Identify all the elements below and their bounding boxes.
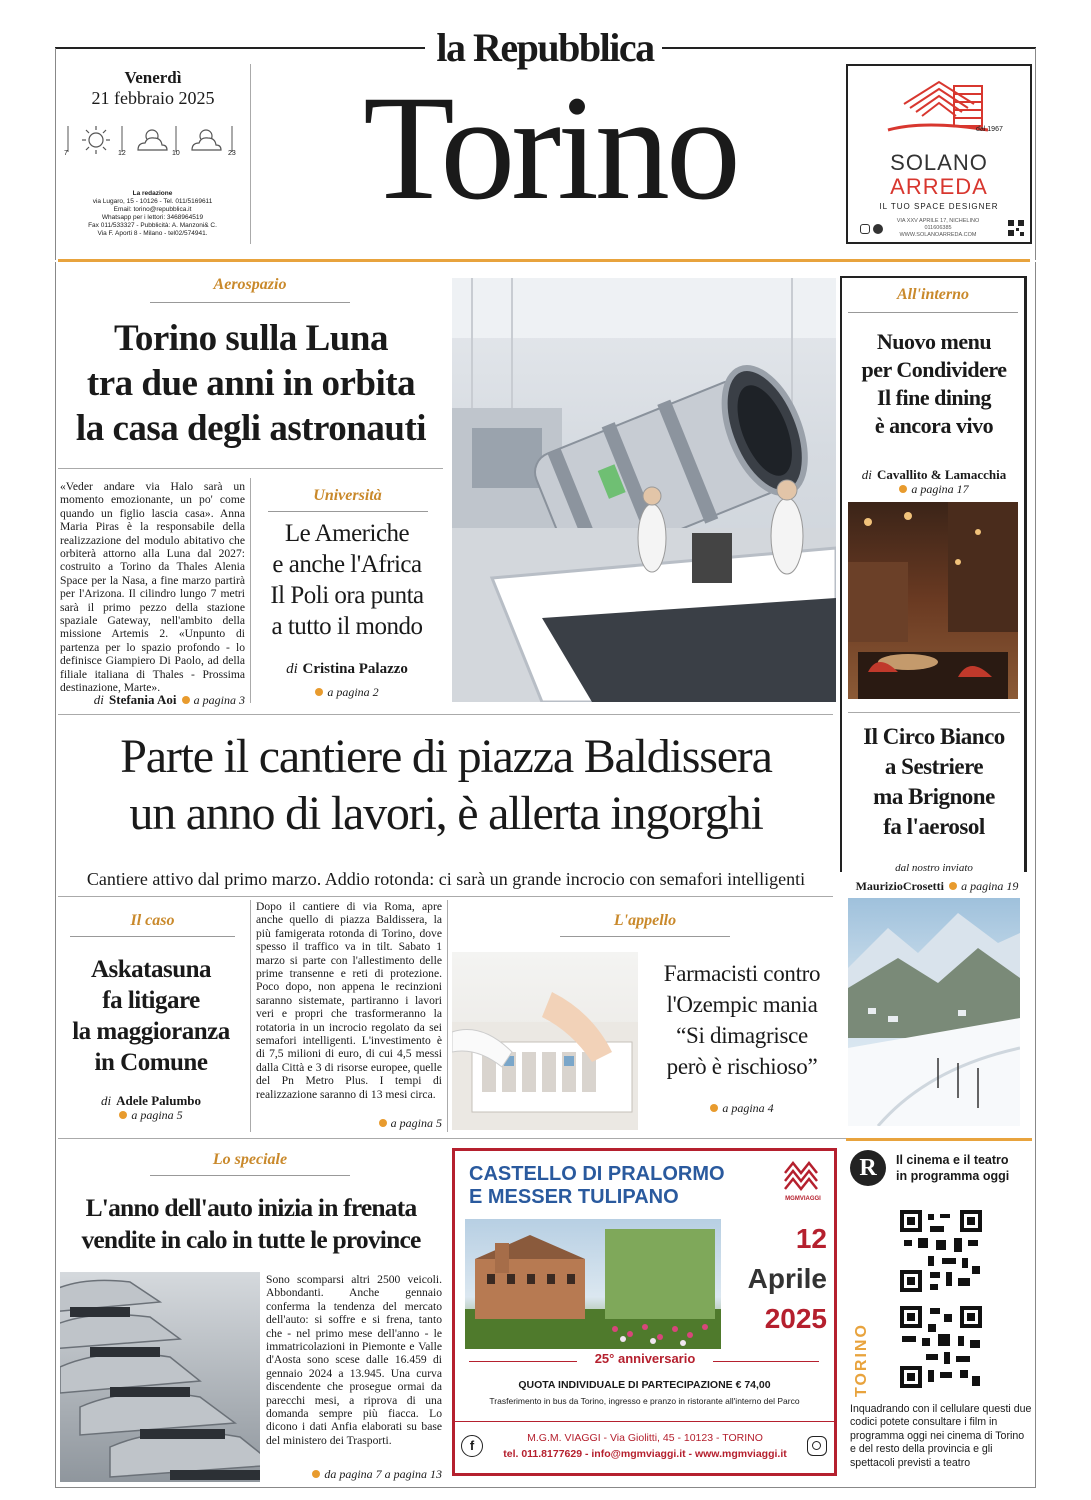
lead-body: «Veder andare via Halo sarà un momento emozionante, un po' come quando un figlio lascia casa». Anna Maria Piras è la responsabile della realizzazione del modulo abitativo che orbiterà attorno alla Luna dal 2027: costruito a Torino da Thales Alenia Space per la Nasa, a fine marzo partirà per l'Arizona. Il cilindro lungo 7 metri sarà il primo pezzo della stazione spaziale Gateway, nell'ambito della missione Artemis 2. «Unpunto di partenza per lo spazio profondo - lo definisce Giampiero Di Paolo, ad della filiale italiana di Thales - Prossima destinazione, Marte». bbox=[60, 480, 245, 695]
divider bbox=[58, 468, 443, 469]
ad-title-line: CASTELLO DI PRALORMO bbox=[469, 1163, 725, 1185]
byline-name: Cristina Palazzo bbox=[302, 661, 408, 677]
divider bbox=[250, 900, 251, 1132]
mgm-logo-icon bbox=[781, 1159, 825, 1199]
bullet-icon bbox=[949, 882, 957, 890]
byline-prefix: di bbox=[861, 467, 872, 482]
lead-kicker: Aerospazio bbox=[213, 276, 287, 293]
byline-prefix: di bbox=[100, 1093, 112, 1108]
lead-headline-line: Torino sulla Luna bbox=[114, 318, 388, 359]
frame-right bbox=[1035, 48, 1036, 260]
divider bbox=[447, 900, 448, 1132]
kicker-underline bbox=[560, 936, 730, 937]
headline-line: in Comune bbox=[94, 1049, 208, 1076]
ad-address: VIA XXV APRILE 17, NICHELINO bbox=[896, 218, 980, 224]
ad-rule bbox=[455, 1421, 834, 1422]
ad-tagline: IL TUO SPACE DESIGNER bbox=[879, 202, 999, 211]
headline-line: Nuovo menu bbox=[876, 329, 992, 354]
page-ref-link[interactable]: a pagina 5 bbox=[390, 1116, 442, 1130]
frame-right bbox=[1035, 262, 1036, 1487]
cinema-title-line: in programma oggi bbox=[896, 1169, 1010, 1183]
redazione-box bbox=[70, 190, 235, 238]
masthead-rule-left bbox=[55, 47, 425, 49]
instagram-icon[interactable] bbox=[807, 1436, 827, 1456]
kicker-underline bbox=[150, 302, 350, 303]
caso-kicker: Il caso bbox=[130, 912, 175, 929]
ad-anniversary: 25° anniversario bbox=[577, 1351, 713, 1366]
kicker-underline bbox=[268, 511, 428, 512]
page-ref-link[interactable]: da pagina 7 a pagina 13 bbox=[324, 1467, 442, 1481]
universita-headline[interactable] bbox=[252, 518, 442, 642]
ad-title-line: E MESSER TULIPANO bbox=[469, 1186, 679, 1208]
headline-line: L'anno dell'auto inizia in frenata bbox=[85, 1193, 417, 1222]
headline-line: a Sestriere bbox=[884, 754, 984, 779]
bullet-icon bbox=[315, 688, 323, 696]
ad-agency: M.G.M. VIAGGI - Via Giolitti, 45 - 10123 - TORINO bbox=[527, 1432, 763, 1444]
castle-photo bbox=[465, 1219, 721, 1349]
page-ref-link[interactable]: a pagina 2 bbox=[327, 685, 379, 699]
lead-photo-space-module bbox=[452, 278, 836, 702]
headline-line: Le Americhe bbox=[284, 520, 410, 547]
main-body: Dopo il cantiere di via Roma, apre anche quello di piazza Baldissera, la più famigerata rotonda di Torino, dove spesso il traffico va in tilt. Sabato 1 marzo si parte con l'allestimento delle prime transenne e reti di protezione. Poco dopo, non appena le recinzioni saranno sistemate, partiranno i lavori veri e propri che trasformeranno la rotatoria in un incrocio regolato da sei semafori intelligenti. L'investimento è di 7,5 milioni di euro, di cui 4,5 messi dalla Città e 3 di risorse europee, quelle del Pn Metro Plus. I tempi di realizzazione saranno di 13 mesi circa. bbox=[256, 900, 442, 1101]
sidebar-story1-pageref[interactable] bbox=[842, 478, 1026, 497]
date-full: 21 febbraio 2025 bbox=[91, 88, 215, 108]
appello-kicker: L'appello bbox=[613, 912, 677, 929]
temp-1: 7 bbox=[64, 150, 68, 157]
redazione-line: Whatsapp per i lettori: 3468964519 bbox=[101, 214, 204, 221]
sidebar-story1-headline[interactable] bbox=[842, 328, 1026, 440]
qr-code-cinema-icon[interactable] bbox=[900, 1210, 982, 1292]
ad-phone: 011606385 bbox=[924, 225, 952, 231]
qr-code-teatro-icon[interactable] bbox=[900, 1306, 982, 1388]
headline-line: fa l'aerosol bbox=[883, 814, 985, 839]
page-ref-link[interactable]: a pagina 19 bbox=[961, 879, 1019, 893]
cinema-title bbox=[896, 1152, 1032, 1184]
ad-transfer: Trasferimento in bus da Torino, ingresso e pranzo in ristorante all'interno del Parco bbox=[489, 1396, 800, 1406]
ad-title bbox=[469, 1163, 725, 1209]
universita-kicker: Università bbox=[313, 487, 382, 504]
frame-bottom bbox=[55, 1487, 1036, 1488]
divider bbox=[250, 64, 251, 244]
qr-code-icon bbox=[1008, 220, 1024, 236]
orange-rule bbox=[58, 259, 1030, 262]
redazione-title: La redazione bbox=[132, 190, 173, 197]
cinema-caption: Inquadrando con il cellulare questi due codici potete consultare i film in programma oggi nei cinema di Torino e del resto della provincia e gli spettacoli previsti a teatro bbox=[850, 1403, 1032, 1469]
bullet-icon bbox=[899, 485, 907, 493]
sidebar-story2-byline bbox=[842, 875, 1032, 894]
redazione-line: Fax 011/533327 - Pubblicità: A. Manzoni& C. bbox=[88, 222, 217, 229]
caso-headline[interactable] bbox=[56, 954, 246, 1078]
ad-web: WWW.SOLANOARREDA.COM bbox=[899, 232, 977, 238]
headline-line: a tutto il mondo bbox=[271, 613, 423, 640]
main-headline-line: un anno di lavori, è allerta ingorghi bbox=[129, 787, 763, 840]
universita-byline bbox=[252, 659, 442, 678]
headline-line: Il Circo Bianco bbox=[863, 724, 1005, 749]
kicker-underline bbox=[70, 936, 235, 937]
cloudy-sun-icon bbox=[138, 130, 167, 150]
speciale-body: Sono scomparsi altri 2500 veicoli. Abbondanti. Anche gennaio conferma la tendenza del mercato dell'auto: si soffre e si frena, tanto che - nel primo mese dell'anno - le immatricolazioni in Piemonte e Valle d'Aosta sono scese dalle 16.459 di gennaio 2024 a 13.945. Una curva discendente che prosegue ormai da parecchi mesi, a riprova di una domanda sempre più fiacca. Lo dicono i dati Anfia elaborati su base del ministero dei Trasporti. bbox=[266, 1273, 442, 1447]
cinema-title-line: Il cinema e il teatro bbox=[896, 1153, 1009, 1167]
headline-line: e anche l'Africa bbox=[272, 551, 422, 578]
caso-pageref[interactable] bbox=[56, 1104, 246, 1123]
ad-since: dal 1967 bbox=[976, 126, 1003, 133]
redazione-line: Via F. Aporti 8 - Milano - tel02/574941. bbox=[97, 230, 208, 237]
lead-headline[interactable] bbox=[56, 316, 446, 451]
ad-solano[interactable] bbox=[846, 64, 1032, 244]
headline-line: però è rischioso” bbox=[666, 1054, 818, 1079]
temp-2: 12 bbox=[118, 150, 126, 157]
sidebar-kicker: All'interno bbox=[896, 286, 970, 303]
ad-month: Aprile bbox=[747, 1263, 827, 1294]
redazione-line: Email: torino@repubblica.it bbox=[113, 206, 192, 213]
speciale-kicker: Lo speciale bbox=[212, 1151, 288, 1168]
divider bbox=[58, 714, 833, 715]
bullet-icon bbox=[312, 1470, 320, 1478]
main-headline-line: Parte il cantiere di piazza Baldissera bbox=[120, 730, 772, 783]
date-day: Venerdì bbox=[124, 68, 182, 87]
headline-line: vendite in calo in tutte le province bbox=[81, 1225, 421, 1254]
facebook-icon[interactable]: f bbox=[461, 1435, 483, 1457]
sidebar-story2-byline-pre: dal nostro inviato bbox=[895, 862, 973, 874]
temp-3: 10 bbox=[172, 150, 180, 157]
cloudy-sun-icon bbox=[192, 130, 221, 150]
ad-brand2: ARREDA bbox=[890, 174, 988, 199]
headline-line: Farmacisti contro bbox=[663, 961, 821, 986]
frame-left bbox=[55, 48, 56, 260]
kicker-underline bbox=[848, 312, 1018, 313]
ad-castello-pralormo[interactable] bbox=[452, 1148, 837, 1476]
byline-name: Stefania Aoi bbox=[109, 692, 177, 707]
headline-line: Il Poli ora punta bbox=[270, 582, 424, 609]
redazione-line: via Lugaro, 15 - 10126 - Tel. 011/5169611 bbox=[92, 198, 213, 205]
main-headline[interactable] bbox=[56, 728, 836, 842]
pharmacy-photo bbox=[452, 952, 638, 1130]
headline-line: fa litigare bbox=[102, 987, 200, 1014]
page-ref-link[interactable]: a pagina 17 bbox=[911, 482, 969, 496]
cinema-vertical-label: TORINO bbox=[853, 1323, 870, 1397]
sidebar-story2-headline[interactable] bbox=[842, 722, 1026, 842]
page-ref-link[interactable]: a pagina 4 bbox=[722, 1101, 774, 1115]
cinema-top-rule bbox=[846, 1138, 1032, 1141]
main-subhead: Cantiere attivo dal primo marzo. Addio rotonda: ci sarà un grande incrocio con semafori intelligenti bbox=[86, 869, 806, 889]
instagram-icon bbox=[860, 224, 870, 234]
speciale-headline[interactable] bbox=[56, 1192, 446, 1256]
ad-contacts[interactable]: tel. 011.8177629 - info@mgmviaggi.it - www.mgmviaggi.it bbox=[503, 1448, 787, 1460]
divider bbox=[250, 478, 251, 703]
repubblica-r-logo: R bbox=[850, 1150, 886, 1186]
ad-contacts bbox=[888, 218, 988, 239]
lead-headline-line: tra due anni in orbita bbox=[86, 363, 416, 404]
main-pageref[interactable] bbox=[256, 1112, 442, 1131]
facebook-icon bbox=[873, 224, 883, 234]
ad-year: 2025 bbox=[764, 1303, 827, 1334]
headline-line: l'Ozempic mania bbox=[666, 992, 818, 1017]
edition-title: Torino bbox=[363, 65, 737, 231]
headline-line: Askatasuna bbox=[90, 956, 212, 983]
appello-headline[interactable] bbox=[644, 958, 840, 1082]
mgm-logo-text: MGMVIAGGI bbox=[785, 1196, 821, 1202]
page-ref-link[interactable]: a pagina 3 bbox=[193, 693, 245, 707]
bullet-icon bbox=[119, 1111, 127, 1119]
headline-line: “Si dimagrisce bbox=[676, 1023, 808, 1048]
headline-line: ma Brignone bbox=[873, 784, 995, 809]
cars-photo bbox=[60, 1272, 260, 1482]
lead-headline-line: la casa degli astronauti bbox=[75, 408, 427, 449]
page-ref-link[interactable]: a pagina 5 bbox=[131, 1108, 183, 1122]
headline-line: Il fine dining bbox=[876, 385, 992, 410]
byline-name: Adele Palumbo bbox=[116, 1093, 202, 1108]
appello-pageref[interactable] bbox=[644, 1097, 840, 1116]
universita-pageref[interactable] bbox=[252, 681, 442, 700]
kicker-underline bbox=[150, 1175, 350, 1176]
restaurant-photo bbox=[848, 502, 1018, 699]
divider bbox=[848, 712, 1020, 713]
bullet-icon bbox=[182, 696, 190, 704]
masthead-rule-right bbox=[662, 47, 1036, 49]
ad-brand1: SOLANO bbox=[890, 150, 988, 175]
speciale-pageref[interactable] bbox=[266, 1463, 442, 1482]
byline-name: MaurizioCrosetti bbox=[855, 879, 944, 893]
divider bbox=[58, 896, 833, 897]
sun-icon bbox=[82, 126, 110, 154]
temp-4: 23 bbox=[228, 150, 236, 157]
bullet-icon bbox=[379, 1119, 387, 1127]
ad-price: QUOTA INDIVIDUALE DI PARTECIPAZIONE € 74,00 bbox=[518, 1379, 771, 1391]
byline-name: Cavallito & Lamacchia bbox=[876, 467, 1007, 482]
bullet-icon bbox=[710, 1104, 718, 1112]
byline-prefix: di bbox=[286, 661, 298, 677]
weather-strip bbox=[66, 122, 246, 162]
lead-byline bbox=[60, 689, 245, 708]
headline-line: la maggioranza bbox=[72, 1018, 230, 1045]
ski-slope-photo bbox=[848, 898, 1020, 1126]
brand-logo: la Repubblica bbox=[436, 25, 654, 70]
byline-prefix: di bbox=[93, 692, 104, 707]
headline-line: per Condividere bbox=[861, 357, 1007, 382]
headline-line: è ancora vivo bbox=[874, 413, 994, 438]
ad-day: 12 bbox=[795, 1223, 827, 1254]
